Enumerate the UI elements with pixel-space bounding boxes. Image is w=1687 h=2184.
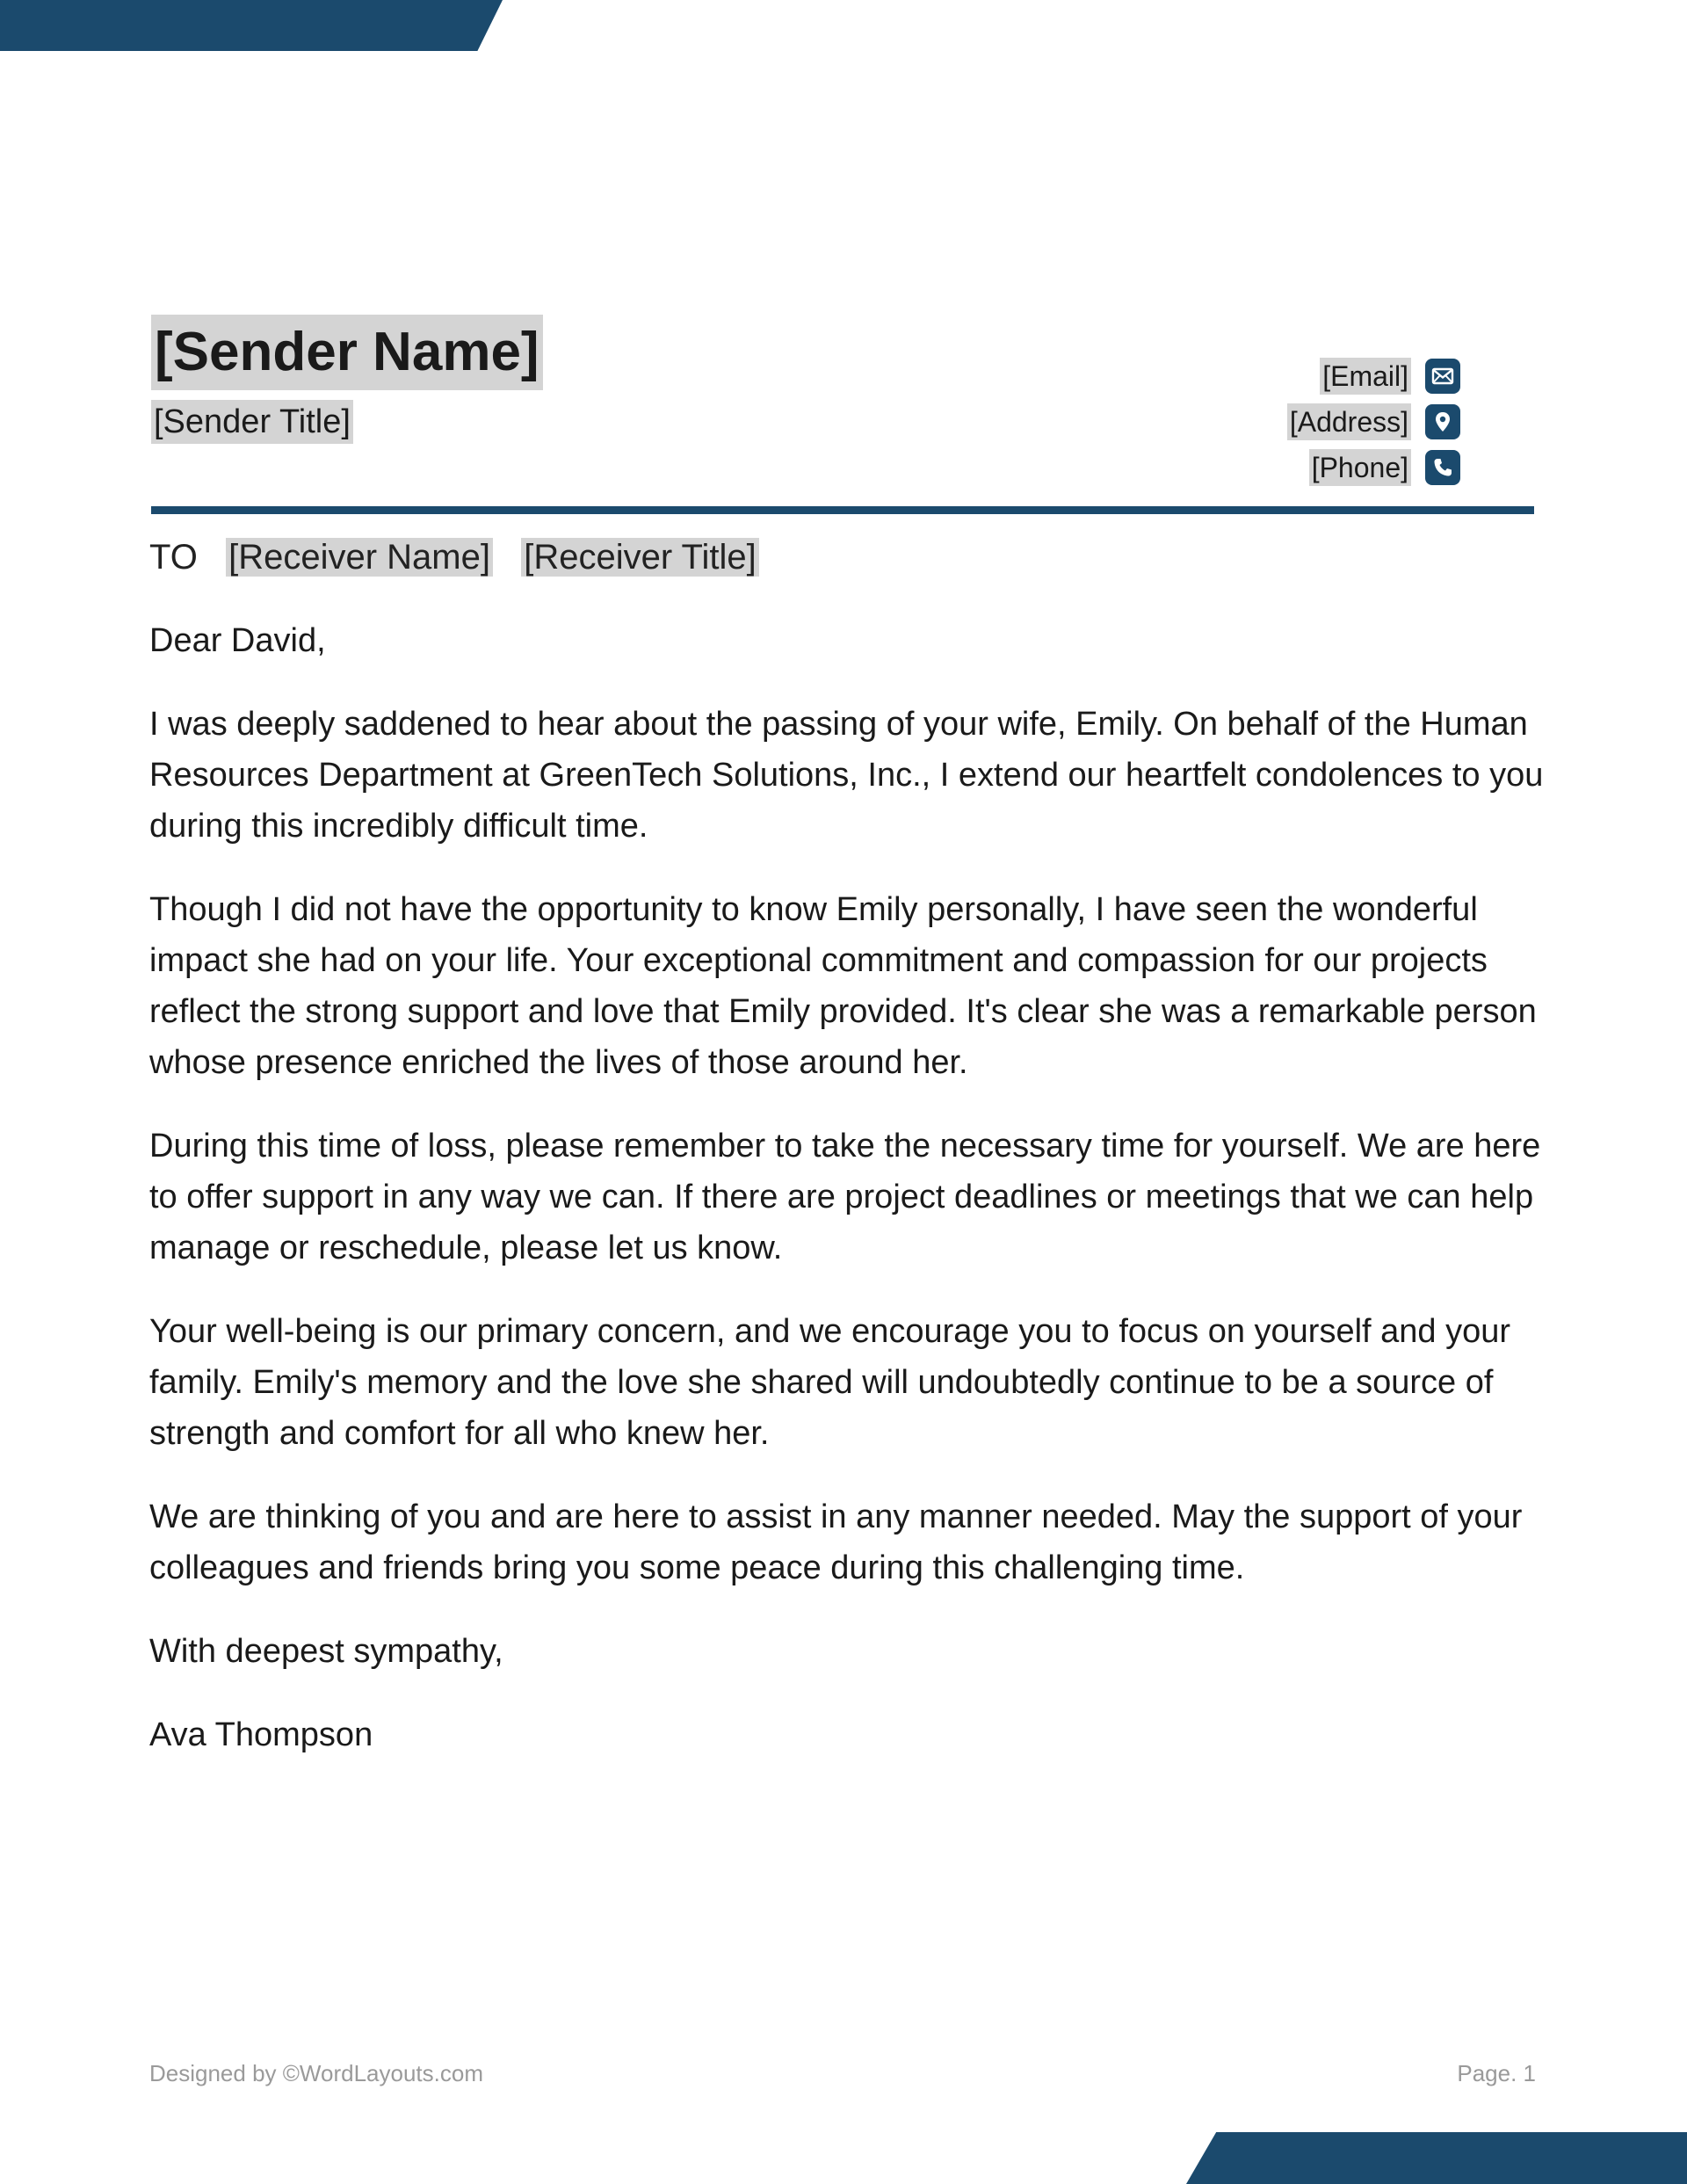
phone-icon bbox=[1425, 450, 1460, 485]
page-number: Page. 1 bbox=[1457, 2060, 1536, 2086]
sender-title: [Sender Title] bbox=[151, 400, 353, 444]
bottom-banner bbox=[1186, 2132, 1687, 2184]
paragraph-5: We are thinking of you and are here to assist in any manner needed. May the support of your colleagues and friends bring you some peace during this challenging time. bbox=[149, 1498, 1523, 1586]
receiver-title: [Receiver Title] bbox=[521, 538, 759, 577]
recipient-prefix: TO bbox=[149, 538, 198, 577]
footer-credit: Designed by ©WordLayouts.com bbox=[149, 2060, 483, 2086]
phone-text: [Phone] bbox=[1309, 449, 1411, 486]
contact-phone bbox=[1309, 447, 1460, 488]
envelope-icon bbox=[1425, 359, 1460, 394]
paragraph-3: During this time of loss, please remember to take the necessary time for yourself. We are here to offer support in any way we can. If there are project deadlines or meetings that we can help manage or reschedule, please let us know. bbox=[149, 1128, 1541, 1266]
salutation: Dear David, bbox=[149, 622, 326, 659]
recipient-line bbox=[149, 533, 759, 582]
address-text: [Address] bbox=[1287, 403, 1411, 440]
closing: With deepest sympathy, bbox=[149, 1633, 503, 1670]
sender-name: [Sender Name] bbox=[151, 315, 543, 390]
letter-body bbox=[149, 615, 1546, 1793]
contact-email bbox=[1320, 356, 1460, 396]
signature: Ava Thompson bbox=[149, 1716, 373, 1753]
email-text: [Email] bbox=[1320, 358, 1411, 395]
receiver-name: [Receiver Name] bbox=[226, 538, 493, 577]
header-divider bbox=[151, 506, 1534, 514]
contact-address bbox=[1287, 402, 1460, 442]
paragraph-1: I was deeply saddened to hear about the passing of your wife, Emily. On behalf of the Human Resources Department at GreenTech Solutions, Inc., I extend our heartfelt condolences to you during this incredibly difficult time. bbox=[149, 706, 1544, 845]
paragraph-4: Your well-being is our primary concern, and we encourage you to focus on yourself and your family. Emily's memory and the love she shared will undoubtedly continue to be a source of strength and comfort for all who knew her. bbox=[149, 1313, 1511, 1452]
top-banner bbox=[0, 0, 503, 51]
location-pin-icon bbox=[1425, 404, 1460, 439]
paragraph-2: Though I did not have the opportunity to know Emily personally, I have seen the wonderful impact she had on your life. Your exceptional commitment and compassion for our projects reflect the strong support and love that Emily provided. It's clear she was a remarkable person whose presence enriched the lives of those around her. bbox=[149, 891, 1537, 1081]
